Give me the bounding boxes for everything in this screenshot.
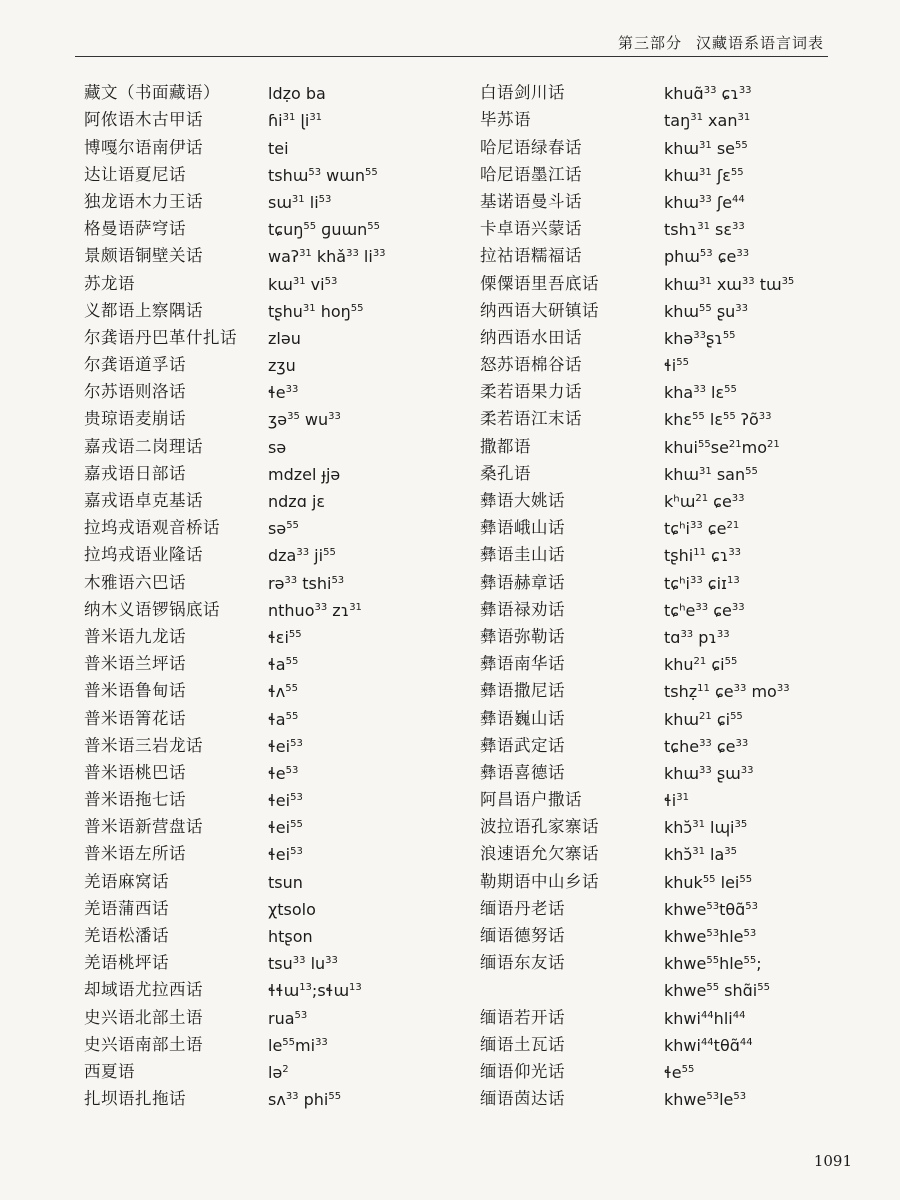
entry-row — [84, 1059, 484, 1086]
word-form: ɬei$^{55}$ — [268, 818, 303, 838]
word-form: tɕuŋ$^{55}$ ɡuɯn$^{55}$ — [268, 220, 380, 240]
word-form: khɯ$^{33}$ ʃe$^{44}$ — [664, 192, 745, 212]
entry-row — [84, 134, 484, 161]
entry-row — [84, 542, 484, 569]
part-label: 第三部分 — [617, 34, 682, 52]
word-form: khɯ$^{31}$ ʃɛ$^{55}$ — [664, 165, 744, 185]
entry-row — [480, 406, 880, 433]
word-form: $khui^{55}se^{21}mo^{21}$ — [664, 437, 780, 457]
entry-row — [480, 814, 880, 841]
entry-row — [480, 760, 880, 787]
word-form: khɔ̆$^{31}$ $la^{35}$ — [664, 845, 738, 865]
language-name: 尔龚语道孚话 — [84, 355, 186, 375]
entry-row — [84, 270, 484, 297]
language-name: 桑孔语 — [480, 463, 531, 483]
word-form: tɕʰe$^{33}$ ɕe$^{33}$ — [664, 600, 745, 620]
page-number: 1091 — [813, 1152, 852, 1170]
language-name: 羌语蒲西话 — [84, 898, 169, 918]
entry-row — [480, 868, 880, 895]
entry-row — [480, 270, 880, 297]
language-name: 却域语尤拉西话 — [84, 980, 203, 1000]
word-form: ɬɬɯ$^{13}$;sɬɯ$^{13}$ — [268, 981, 362, 1001]
language-name: 缅语茵达话 — [480, 1089, 565, 1109]
language-name: 拉坞戎语观音桥话 — [84, 518, 220, 538]
entry-row — [84, 107, 484, 134]
entry-row — [84, 950, 484, 977]
language-name: 基诺语曼斗话 — [480, 191, 582, 211]
entry-row — [480, 515, 880, 542]
word-form: htʂon — [268, 927, 313, 946]
word-form: ɬʌ$^{55}$ — [268, 682, 298, 702]
right-column — [480, 80, 880, 1113]
language-name: 景颇语铜壁关话 — [84, 246, 203, 266]
entry-row — [480, 1059, 880, 1086]
word-form: ɬɛi$^{55}$ — [268, 627, 302, 647]
entry-row — [84, 896, 484, 923]
word-form: $khwe^{53}le^{53}$ — [664, 1090, 747, 1110]
entry-row — [84, 461, 484, 488]
entry-row — [84, 787, 484, 814]
word-form: rua$^{53}$ — [268, 1008, 308, 1028]
language-name: 尔龚语丹巴革什扎话 — [84, 327, 237, 347]
word-form: khuk$^{55}$ lei$^{55}$ — [664, 872, 753, 892]
word-form: ɬi$^{31}$ — [664, 791, 689, 811]
language-name: 普米语兰坪话 — [84, 654, 186, 674]
word-form: kha$^{33}$ lɛ$^{55}$ — [664, 383, 737, 403]
entry-row — [480, 488, 880, 515]
word-form: tshẓ$^{11}$ ɕe$^{33}$ $mo^{33}$ — [664, 682, 790, 702]
language-name: 羌语松潘话 — [84, 926, 169, 945]
word-form: khɯ$^{31}$ $se^{55}$ — [664, 138, 748, 158]
language-name: 彝语弥勒话 — [480, 626, 565, 646]
entry-row — [84, 298, 484, 325]
word-form: ndzɑ jɛ — [268, 492, 326, 511]
entry-row — [84, 406, 484, 433]
word-form: zʒu — [268, 356, 296, 376]
entry-row — [480, 1086, 880, 1113]
language-name: 普米语九龙话 — [84, 626, 186, 646]
language-name: 木雅语六巴话 — [84, 572, 186, 592]
left-column — [84, 80, 484, 1113]
entry-row — [84, 705, 484, 732]
word-form: khwe$^{53}$hle$^{53}$ — [664, 927, 757, 946]
entry-row — [84, 651, 484, 678]
language-name: 浪速语允欠寨话 — [480, 844, 599, 864]
word-form: khwe$^{55}$ $shɑ̃i^{55}$ — [664, 981, 770, 1001]
entry-row — [84, 515, 484, 542]
entry-row — [480, 352, 880, 379]
entry-row — [480, 134, 880, 161]
entry-row — [480, 896, 880, 923]
entry-row — [84, 216, 484, 243]
word-form: khɯ$^{31}$ san$^{55}$ — [664, 464, 758, 484]
word-form: khɯ$^{33}$ ʂɯ$^{33}$ — [664, 763, 754, 783]
language-name: 普米语三岩龙话 — [84, 735, 203, 755]
header-rule — [75, 56, 828, 57]
language-name: 傈僳语里吾底话 — [480, 273, 599, 293]
entry-row — [480, 569, 880, 596]
entry-row — [480, 325, 880, 352]
word-form: khɯ$^{21}$ ɕi$^{55}$ — [664, 709, 743, 729]
language-name: 博嘎尔语南伊话 — [84, 137, 203, 157]
word-form: mdzel ɟjə — [268, 464, 341, 484]
language-name: 独龙语木力王话 — [84, 191, 203, 211]
entry-row — [480, 461, 880, 488]
header-title: 汉藏语系语言词表 — [695, 34, 824, 52]
language-name: 缅语德努话 — [480, 926, 565, 945]
language-name: 缅语若开话 — [480, 1007, 565, 1027]
language-name: 羌语桃坪话 — [84, 953, 169, 973]
entry-row — [84, 814, 484, 841]
entry-row — [84, 923, 484, 950]
word-form: phɯ$^{53}$ ɕe$^{33}$ — [664, 247, 750, 267]
language-name: 义都语上察隅话 — [84, 300, 203, 320]
language-name: 彝语峨山话 — [480, 518, 565, 538]
language-name: 史兴语南部土语 — [84, 1034, 203, 1054]
language-name: 拉坞戎语业隆话 — [84, 545, 203, 565]
language-name: 苏龙语 — [84, 273, 135, 293]
entry-row — [480, 977, 880, 1004]
entry-row — [480, 1004, 880, 1031]
language-name: 普米语拖七话 — [84, 790, 186, 810]
entry-row — [480, 542, 880, 569]
entry-row — [480, 705, 880, 732]
entry-row — [480, 597, 880, 624]
entry-row — [480, 787, 880, 814]
entry-row — [84, 80, 484, 107]
word-form: tɕʰi$^{33}$ ɕe$^{21}$ — [664, 519, 740, 539]
language-name: 彝语大姚话 — [480, 491, 565, 510]
language-name: 白语剑川话 — [480, 83, 565, 103]
language-name: 缅语东友话 — [480, 953, 565, 973]
word-form: khuɑ̃$^{33}$ ɕɿ$^{33}$ — [664, 84, 752, 104]
word-form: taŋ$^{31}$ xan$^{31}$ — [664, 111, 751, 131]
word-form: tsu$^{33}$ $lu^{33}$ — [268, 954, 338, 974]
language-name: 嘉戎语二岗理话 — [84, 436, 203, 456]
language-name: 彝语南华话 — [480, 654, 565, 674]
entry-row — [480, 243, 880, 270]
entry-row — [84, 1086, 484, 1113]
entry-row — [84, 352, 484, 379]
word-form: ɬi$^{55}$ — [664, 356, 689, 376]
language-name: 嘉戎语卓克基话 — [84, 491, 203, 510]
word-form: khwi$^{44}$tθɑ̃$^{44}$ — [664, 1035, 753, 1055]
word-form: lə$^2$ — [268, 1062, 289, 1082]
entry-row — [480, 841, 880, 868]
word-form: ɦi$^{31}$ ɭi$^{31}$ — [268, 111, 323, 131]
word-form: khə$^{33}$ʂɿ$^{55}$ — [664, 328, 736, 348]
word-form: ɬa$^{55}$ — [268, 655, 299, 675]
word-form: tɕhe$^{33}$ ɕe$^{33}$ — [664, 736, 749, 756]
language-name: 撒都语 — [480, 436, 531, 456]
language-name: 勒期语中山乡话 — [480, 871, 599, 891]
entry-row — [84, 977, 484, 1004]
word-form: ɬa$^{55}$ — [268, 709, 299, 729]
language-name: 彝语巍山话 — [480, 708, 565, 728]
entry-row — [480, 733, 880, 760]
word-form: tɕʰi$^{33}$ ɕiɪ$^{13}$ — [664, 573, 740, 593]
language-name: 普米语桃巴话 — [84, 762, 186, 782]
language-name: 柔若语果力话 — [480, 382, 582, 402]
entry-row — [480, 107, 880, 134]
language-name: 彝语禄劝话 — [480, 599, 565, 619]
entry-row — [84, 1032, 484, 1059]
language-name: 普米语鲁甸话 — [84, 681, 186, 701]
entry-row — [84, 379, 484, 406]
language-name: 哈尼语绿春话 — [480, 137, 582, 157]
language-name: 藏文（书面藏语） — [84, 83, 220, 103]
entry-row — [84, 733, 484, 760]
word-form: ɬe$^{55}$ — [664, 1062, 695, 1082]
language-name: 卡卓语兴蒙话 — [480, 219, 582, 239]
language-name: 普米语左所话 — [84, 844, 186, 864]
entry-row — [480, 1032, 880, 1059]
word-form: χtsolo — [268, 899, 316, 919]
language-name: 纳西语水田话 — [480, 327, 582, 347]
word-form: kɯ$^{31}$ $vi^{53}$ — [268, 274, 338, 294]
entry-row — [84, 624, 484, 651]
entry-row — [84, 569, 484, 596]
language-name: 尔苏语则洛话 — [84, 382, 186, 402]
running-header — [604, 32, 824, 53]
language-name: 拉祜语糯福话 — [480, 246, 582, 266]
word-form: tshɯ$^{53}$ wɯn$^{55}$ — [268, 165, 378, 185]
word-form: $le^{55}mi^{33}$ — [268, 1035, 328, 1055]
entry-row — [84, 488, 484, 515]
word-form: khwi$^{44}$hli$^{44}$ — [664, 1008, 746, 1028]
word-form: ɬe$^{33}$ — [268, 383, 299, 403]
word-form: tɑ$^{33}$ pɿ$^{33}$ — [664, 627, 730, 647]
language-name: 扎坝语扎拖话 — [84, 1089, 186, 1109]
word-form: dza$^{33}$ $ji^{55}$ — [268, 546, 336, 566]
entry-row — [84, 325, 484, 352]
language-name: 缅语土瓦话 — [480, 1034, 565, 1054]
word-form: khwe$^{53}$tθɑ̃$^{53}$ — [664, 899, 759, 919]
language-name: 缅语丹老话 — [480, 898, 565, 918]
entry-row — [480, 624, 880, 651]
language-name: 彝语喜德话 — [480, 762, 565, 782]
word-form: kʰɯ$^{21}$ ɕe$^{33}$ — [664, 492, 745, 511]
word-form: tei — [268, 138, 289, 158]
language-name: 史兴语北部土语 — [84, 1007, 203, 1027]
word-form: tʂhi$^{11}$ ɕɿ$^{33}$ — [664, 546, 742, 566]
entry-row — [480, 950, 880, 977]
language-name: 贵琼语麦崩话 — [84, 409, 186, 429]
word-form: ɬei$^{53}$ — [268, 845, 303, 865]
language-name: 毕苏语 — [480, 110, 531, 130]
word-form: khɯ$^{55}$ ʂu$^{33}$ — [664, 301, 749, 321]
entry-row — [84, 1004, 484, 1031]
language-name: 普米语箐花话 — [84, 708, 186, 728]
entry-row — [480, 433, 880, 460]
word-form: khwe$^{55}$hle$^{55}$; — [664, 954, 762, 974]
language-name: 格曼语萨穹话 — [84, 219, 186, 239]
language-name: 纳西语大研镇话 — [480, 300, 599, 320]
word-form: nthuo$^{33}$ zɿ$^{31}$ — [268, 600, 362, 620]
language-name: 彝语武定话 — [480, 735, 565, 755]
word-form: khɔ̆$^{31}$ lɰi$^{35}$ — [664, 818, 748, 838]
entry-row — [480, 678, 880, 705]
word-form: sə — [268, 437, 287, 457]
entry-row — [84, 678, 484, 705]
word-form: ɬei$^{53}$ — [268, 791, 303, 811]
entry-row — [480, 216, 880, 243]
language-name: 羌语麻窝话 — [84, 871, 169, 891]
language-name: 纳木义语锣锅底话 — [84, 599, 220, 619]
language-name: 怒苏语棉谷话 — [480, 355, 582, 375]
entry-row — [84, 760, 484, 787]
entry-row — [480, 379, 880, 406]
language-name: 普米语新营盘话 — [84, 817, 203, 837]
entry-row — [480, 189, 880, 216]
word-form: waʔ$^{31}$ khǎ$^{33}$ $li^{33}$ — [268, 247, 386, 267]
word-form: khu$^{21}$ ɕi$^{55}$ — [664, 655, 738, 675]
entry-row — [84, 243, 484, 270]
language-name: 哈尼语墨江话 — [480, 164, 582, 184]
language-name: 西夏语 — [84, 1061, 135, 1081]
language-name: 达让语夏尼话 — [84, 164, 186, 184]
word-form: ɬei$^{53}$ — [268, 736, 303, 756]
word-form: sə$^{55}$ — [268, 519, 299, 539]
language-name: 嘉戎语日部话 — [84, 463, 186, 483]
word-form: zləu — [268, 328, 301, 348]
entry-row — [84, 868, 484, 895]
language-name: 柔若语江末话 — [480, 409, 582, 429]
entry-row — [480, 80, 880, 107]
word-form: ldẓo ba — [268, 84, 326, 104]
entry-row — [480, 298, 880, 325]
word-form: ɬe$^{53}$ — [268, 763, 299, 783]
word-form: tsun — [268, 872, 303, 892]
language-name: 波拉语孔家寨话 — [480, 817, 599, 837]
entry-row — [480, 651, 880, 678]
entry-row — [480, 923, 880, 950]
word-form: khɛ$^{55}$ lɛ$^{55}$ ʔõ$^{33}$ — [664, 410, 772, 430]
language-name: 彝语撒尼话 — [480, 681, 565, 701]
language-name: 阿侬语木古甲话 — [84, 110, 203, 130]
word-form: rə$^{33}$ tshi$^{53}$ — [268, 573, 345, 593]
entry-row — [84, 841, 484, 868]
entry-row — [84, 189, 484, 216]
word-form: tʂhu$^{31}$ hoŋ$^{55}$ — [268, 301, 364, 321]
word-form: sʌ$^{33}$ phi$^{55}$ — [268, 1090, 342, 1110]
word-form: khɯ$^{31}$ xɯ$^{33}$ tɯ$^{35}$ — [664, 274, 795, 294]
language-name: 彝语圭山话 — [480, 545, 565, 565]
word-form: sɯ$^{31}$ $li^{53}$ — [268, 192, 332, 212]
entry-row — [480, 162, 880, 189]
language-name: 彝语赫章话 — [480, 572, 565, 592]
word-form: ʒə$^{35}$ $wu^{33}$ — [268, 410, 341, 430]
entry-row — [84, 597, 484, 624]
language-name: 缅语仰光话 — [480, 1061, 565, 1081]
entry-row — [84, 433, 484, 460]
word-form: tshɿ$^{31}$ sɛ$^{33}$ — [664, 220, 745, 240]
language-name: 阿昌语户撒话 — [480, 790, 582, 810]
entry-row — [84, 162, 484, 189]
